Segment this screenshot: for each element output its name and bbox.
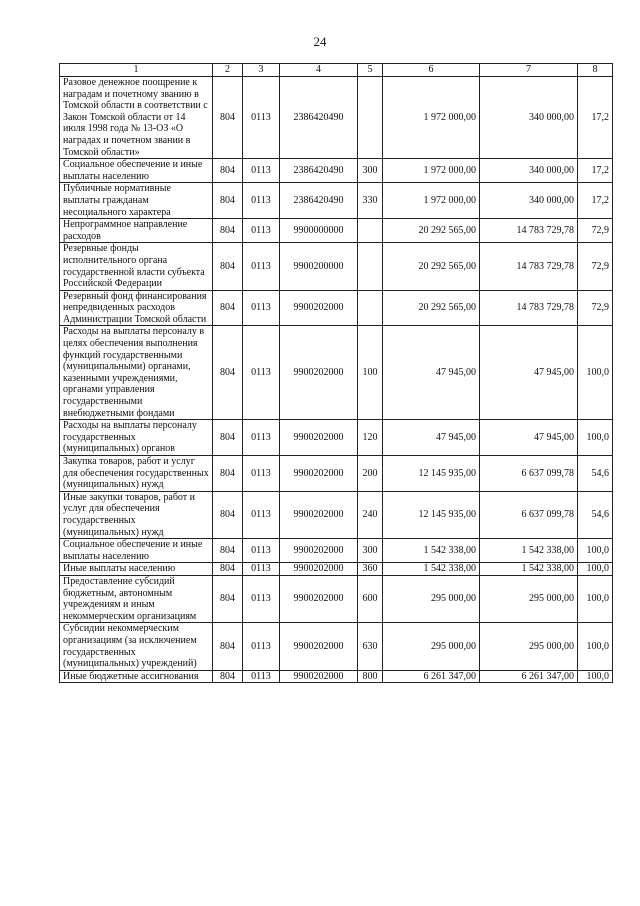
row-expense-type-cell [358,290,383,326]
row-section-code-cell: 0113 [243,183,280,219]
row-section-code-cell: 0113 [243,670,280,683]
row-actual-amount-cell: 47 945,00 [480,326,578,420]
row-actual-amount-cell: 295 000,00 [480,575,578,622]
row-target-article-cell: 9900202000 [280,670,358,683]
table-row [60,623,613,670]
row-section-code-cell: 0113 [243,456,280,492]
row-percent-cell: 17,2 [578,77,613,159]
row-plan-amount-cell: 20 292 565,00 [383,219,480,243]
row-section-code-cell: 0113 [243,420,280,456]
row-admin-code-cell: 804 [213,563,243,576]
row-expense-type-cell [358,219,383,243]
row-percent-cell: 54,6 [578,491,613,538]
header-cell: 8 [578,64,613,77]
row-expense-type-cell: 100 [358,326,383,420]
row-plan-amount-cell: 295 000,00 [383,575,480,622]
row-section-code-cell: 0113 [243,575,280,622]
table-row [60,159,613,183]
row-name-cell: Закупка товаров, работ и услуг для обеспечения государственных (муниципальных) нужд [60,456,213,492]
row-percent-cell: 100,0 [578,420,613,456]
table-row [60,420,613,456]
row-admin-code-cell: 804 [213,243,243,290]
row-percent-cell: 72,9 [578,243,613,290]
row-target-article-cell: 9900202000 [280,575,358,622]
row-plan-amount-cell: 47 945,00 [383,420,480,456]
row-name-cell: Резервный фонд финансирования непредвиденных расходов Администрации Томской области [60,290,213,326]
row-percent-cell: 100,0 [578,539,613,563]
row-target-article-cell: 2386420490 [280,183,358,219]
row-actual-amount-cell: 340 000,00 [480,77,578,159]
row-percent-cell: 72,9 [578,219,613,243]
row-percent-cell: 100,0 [578,575,613,622]
row-actual-amount-cell: 14 783 729,78 [480,243,578,290]
row-actual-amount-cell: 295 000,00 [480,623,578,670]
row-actual-amount-cell: 47 945,00 [480,420,578,456]
row-plan-amount-cell: 47 945,00 [383,326,480,420]
row-admin-code-cell: 804 [213,539,243,563]
row-expense-type-cell [358,243,383,290]
row-plan-amount-cell: 6 261 347,00 [383,670,480,683]
row-admin-code-cell: 804 [213,326,243,420]
row-actual-amount-cell: 1 542 338,00 [480,539,578,563]
row-expense-type-cell: 200 [358,456,383,492]
row-expense-type-cell: 300 [358,539,383,563]
row-target-article-cell: 9900202000 [280,456,358,492]
table-row [60,491,613,538]
row-plan-amount-cell: 295 000,00 [383,623,480,670]
table-row [60,243,613,290]
row-admin-code-cell: 804 [213,491,243,538]
header-cell: 5 [358,64,383,77]
budget-table [59,63,613,683]
row-actual-amount-cell: 14 783 729,78 [480,290,578,326]
row-target-article-cell: 9900202000 [280,290,358,326]
row-percent-cell: 100,0 [578,326,613,420]
header-row [60,64,613,77]
row-plan-amount-cell: 20 292 565,00 [383,243,480,290]
table-row [60,575,613,622]
row-section-code-cell: 0113 [243,77,280,159]
row-admin-code-cell: 804 [213,670,243,683]
row-name-cell: Расходы на выплаты персоналу государственных (муниципальных) органов [60,420,213,456]
row-section-code-cell: 0113 [243,243,280,290]
row-name-cell: Расходы на выплаты персоналу в целях обеспечения выполнения функций государственными (муниципальными) органами, казенными учреждениями, органами управления государственными внебюджетными фондами [60,326,213,420]
row-target-article-cell: 9900202000 [280,491,358,538]
header-cell: 3 [243,64,280,77]
row-expense-type-cell: 240 [358,491,383,538]
row-target-article-cell: 9900202000 [280,623,358,670]
row-admin-code-cell: 804 [213,623,243,670]
row-actual-amount-cell: 1 542 338,00 [480,563,578,576]
row-name-cell: Иные бюджетные ассигнования [60,670,213,683]
row-section-code-cell: 0113 [243,326,280,420]
row-expense-type-cell: 800 [358,670,383,683]
row-actual-amount-cell: 6 261 347,00 [480,670,578,683]
row-admin-code-cell: 804 [213,420,243,456]
row-percent-cell: 100,0 [578,623,613,670]
table-row [60,456,613,492]
row-section-code-cell: 0113 [243,539,280,563]
row-actual-amount-cell: 14 783 729,78 [480,219,578,243]
row-name-cell: Субсидии некоммерческим организациям (за исключением государственных (муниципальных) учреждений) [60,623,213,670]
header-cell: 6 [383,64,480,77]
row-section-code-cell: 0113 [243,491,280,538]
header-cell: 2 [213,64,243,77]
row-expense-type-cell: 330 [358,183,383,219]
row-target-article-cell: 9900000000 [280,219,358,243]
row-percent-cell: 100,0 [578,563,613,576]
row-name-cell: Социальное обеспечение и иные выплаты населению [60,159,213,183]
row-section-code-cell: 0113 [243,219,280,243]
row-target-article-cell: 2386420490 [280,77,358,159]
row-plan-amount-cell: 1 972 000,00 [383,183,480,219]
row-percent-cell: 54,6 [578,456,613,492]
row-actual-amount-cell: 340 000,00 [480,159,578,183]
row-target-article-cell: 9900202000 [280,563,358,576]
row-admin-code-cell: 804 [213,159,243,183]
row-expense-type-cell [358,77,383,159]
table-row [60,77,613,159]
row-name-cell: Резервные фонды исполнительного органа государственной власти субъекта Российской Федерации [60,243,213,290]
header-cell: 7 [480,64,578,77]
row-plan-amount-cell: 1 542 338,00 [383,563,480,576]
row-admin-code-cell: 804 [213,290,243,326]
row-expense-type-cell: 300 [358,159,383,183]
row-actual-amount-cell: 340 000,00 [480,183,578,219]
row-admin-code-cell: 804 [213,219,243,243]
row-plan-amount-cell: 12 145 935,00 [383,491,480,538]
row-name-cell: Разовое денежное поощрение к наградам и почетному званию в Томской области в соответствии с Закон Томской области от 14 июля 1998 года № 13-ОЗ «О наградах и почетном звании в Томской области» [60,77,213,159]
table-row [60,290,613,326]
row-plan-amount-cell: 1 972 000,00 [383,159,480,183]
row-target-article-cell: 9900202000 [280,420,358,456]
row-name-cell: Иные закупки товаров, работ и услуг для обеспечения государственных (муниципальных) нужд [60,491,213,538]
row-plan-amount-cell: 20 292 565,00 [383,290,480,326]
row-section-code-cell: 0113 [243,290,280,326]
row-name-cell: Иные выплаты населению [60,563,213,576]
table-row [60,183,613,219]
row-actual-amount-cell: 6 637 099,78 [480,456,578,492]
table-body [60,77,613,683]
row-expense-type-cell: 360 [358,563,383,576]
row-plan-amount-cell: 12 145 935,00 [383,456,480,492]
table-row [60,539,613,563]
row-percent-cell: 100,0 [578,670,613,683]
row-target-article-cell: 9900200000 [280,243,358,290]
row-percent-cell: 17,2 [578,159,613,183]
row-section-code-cell: 0113 [243,623,280,670]
row-name-cell: Предоставление субсидий бюджетным, автономным учреждениям и иным некоммерческим организациям [60,575,213,622]
table-row [60,563,613,576]
header-cell: 1 [60,64,213,77]
row-target-article-cell: 2386420490 [280,159,358,183]
header-cell: 4 [280,64,358,77]
row-section-code-cell: 0113 [243,563,280,576]
row-target-article-cell: 9900202000 [280,539,358,563]
row-target-article-cell: 9900202000 [280,326,358,420]
table-row [60,326,613,420]
row-expense-type-cell: 120 [358,420,383,456]
page-number: 24 [313,34,327,49]
row-admin-code-cell: 804 [213,575,243,622]
row-expense-type-cell: 630 [358,623,383,670]
row-percent-cell: 72,9 [578,290,613,326]
row-name-cell: Социальное обеспечение и иные выплаты населению [60,539,213,563]
row-name-cell: Непрограммное направление расходов [60,219,213,243]
row-expense-type-cell: 600 [358,575,383,622]
row-admin-code-cell: 804 [213,183,243,219]
row-name-cell: Публичные нормативные выплаты гражданам несоциального характера [60,183,213,219]
row-admin-code-cell: 804 [213,456,243,492]
table-row [60,670,613,683]
row-percent-cell: 17,2 [578,183,613,219]
row-section-code-cell: 0113 [243,159,280,183]
table-row [60,219,613,243]
row-actual-amount-cell: 6 637 099,78 [480,491,578,538]
row-plan-amount-cell: 1 972 000,00 [383,77,480,159]
row-plan-amount-cell: 1 542 338,00 [383,539,480,563]
row-admin-code-cell: 804 [213,77,243,159]
